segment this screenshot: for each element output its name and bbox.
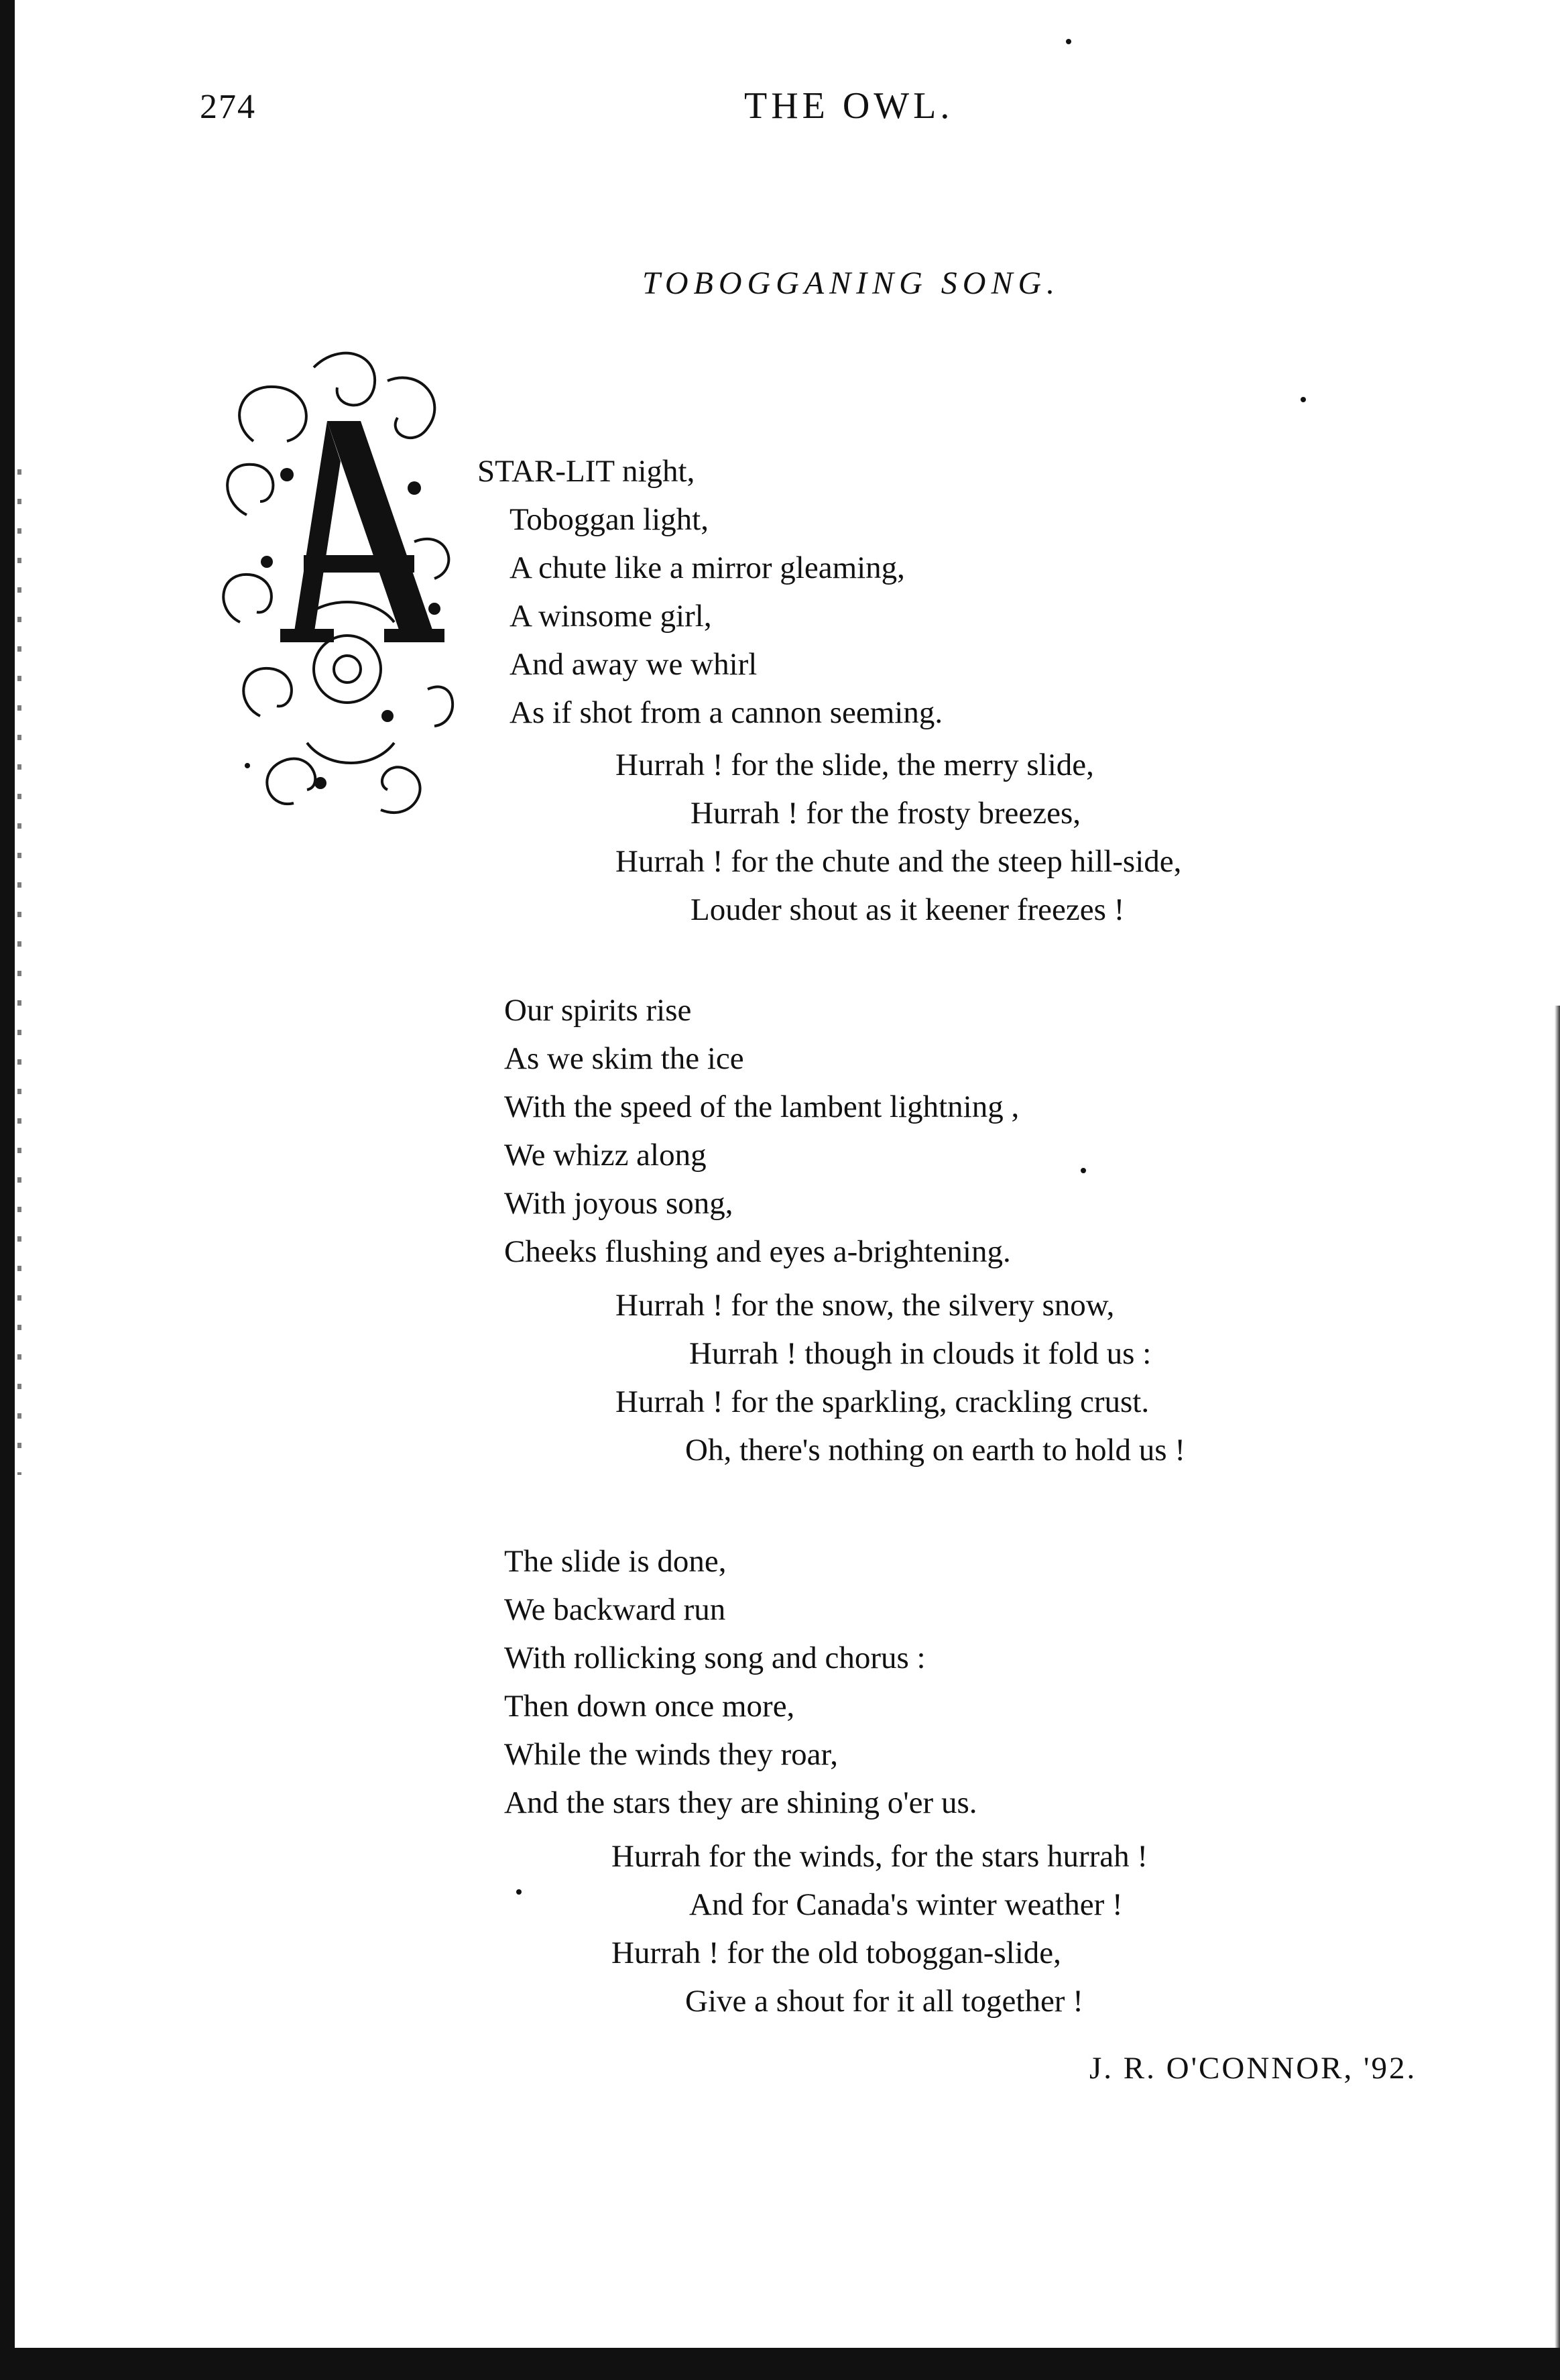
stanza2-chorus-line: Oh, there's nothing on earth to hold us !: [685, 1433, 1185, 1468]
scan-speck: [1066, 39, 1071, 44]
stanza3-line: With rollicking song and chorus :: [504, 1641, 926, 1675]
stanza1-line: Toboggan light,: [509, 502, 709, 537]
running-head: THE OWL.: [744, 85, 954, 127]
stanza3-line: The slide is done,: [504, 1544, 727, 1579]
stanza3-chorus-line: And for Canada's winter weather !: [689, 1887, 1123, 1922]
page-number: 274: [200, 88, 256, 126]
scan-speck: [1301, 397, 1306, 402]
stanza3-line: We backward run: [504, 1592, 726, 1627]
stanza1-chorus-line: Louder shout as it keener freezes !: [691, 892, 1125, 927]
stanza2-chorus-line: Hurrah ! for the sparkling, crackling crust.: [615, 1384, 1150, 1419]
stanza3-chorus-line: Give a shout for it all together !: [685, 1984, 1083, 2019]
stanza2-chorus-line: Hurrah ! though in clouds it fold us :: [689, 1336, 1152, 1371]
stanza2-line: As we skim the ice: [504, 1041, 744, 1076]
stanza1-chorus-line: Hurrah ! for the slide, the merry slide,: [615, 748, 1094, 782]
stanza2-line: We whizz along: [504, 1138, 707, 1173]
scan-speck: [516, 1889, 522, 1895]
stanza1-line: A winsome girl,: [509, 599, 712, 634]
scan-speck: [1081, 1168, 1086, 1173]
stanza3-line: Then down once more,: [504, 1689, 795, 1724]
stanza3-chorus-line: Hurrah for the winds, for the stars hurrah !: [611, 1839, 1148, 1874]
stanza2-line: Our spirits rise: [504, 993, 692, 1028]
stanza3-chorus-line: Hurrah ! for the old toboggan-slide,: [611, 1936, 1061, 1970]
page-right-shadow: [1555, 1006, 1560, 2380]
stanza1-chorus-line: Hurrah ! for the frosty breezes,: [691, 796, 1081, 831]
stanza1-line: STAR-LIT night,: [477, 454, 695, 489]
stanza1-line: As if shot from a cannon seeming.: [509, 695, 943, 730]
stanza1-line: A chute like a mirror gleaming,: [509, 550, 905, 585]
stanza2-line: With the speed of the lambent lightning ,: [504, 1089, 1020, 1124]
stanza2-chorus-line: Hurrah ! for the snow, the silvery snow,: [615, 1288, 1115, 1323]
binding-dots: [17, 469, 21, 1475]
author-signature: J. R. O'CONNOR, '92.: [1089, 2051, 1417, 2086]
ornamental-drop-cap-a-icon: [213, 341, 461, 833]
page-bottom-edge: [0, 2348, 1560, 2380]
binding-edge: [0, 0, 15, 2380]
stanza1-chorus-line: Hurrah ! for the chute and the steep hill-side,: [615, 844, 1182, 879]
stanza3-line: While the winds they roar,: [504, 1737, 838, 1772]
stanza3-line: And the stars they are shining o'er us.: [504, 1785, 977, 1820]
stanza1-line: And away we whirl: [509, 647, 758, 682]
scan-speck: [245, 763, 250, 768]
stanza2-line: Cheeks flushing and eyes a-brightening.: [504, 1234, 1011, 1269]
stanza2-line: With joyous song,: [504, 1186, 733, 1221]
poem-title: TOBOGGANING SONG.: [642, 265, 1061, 301]
